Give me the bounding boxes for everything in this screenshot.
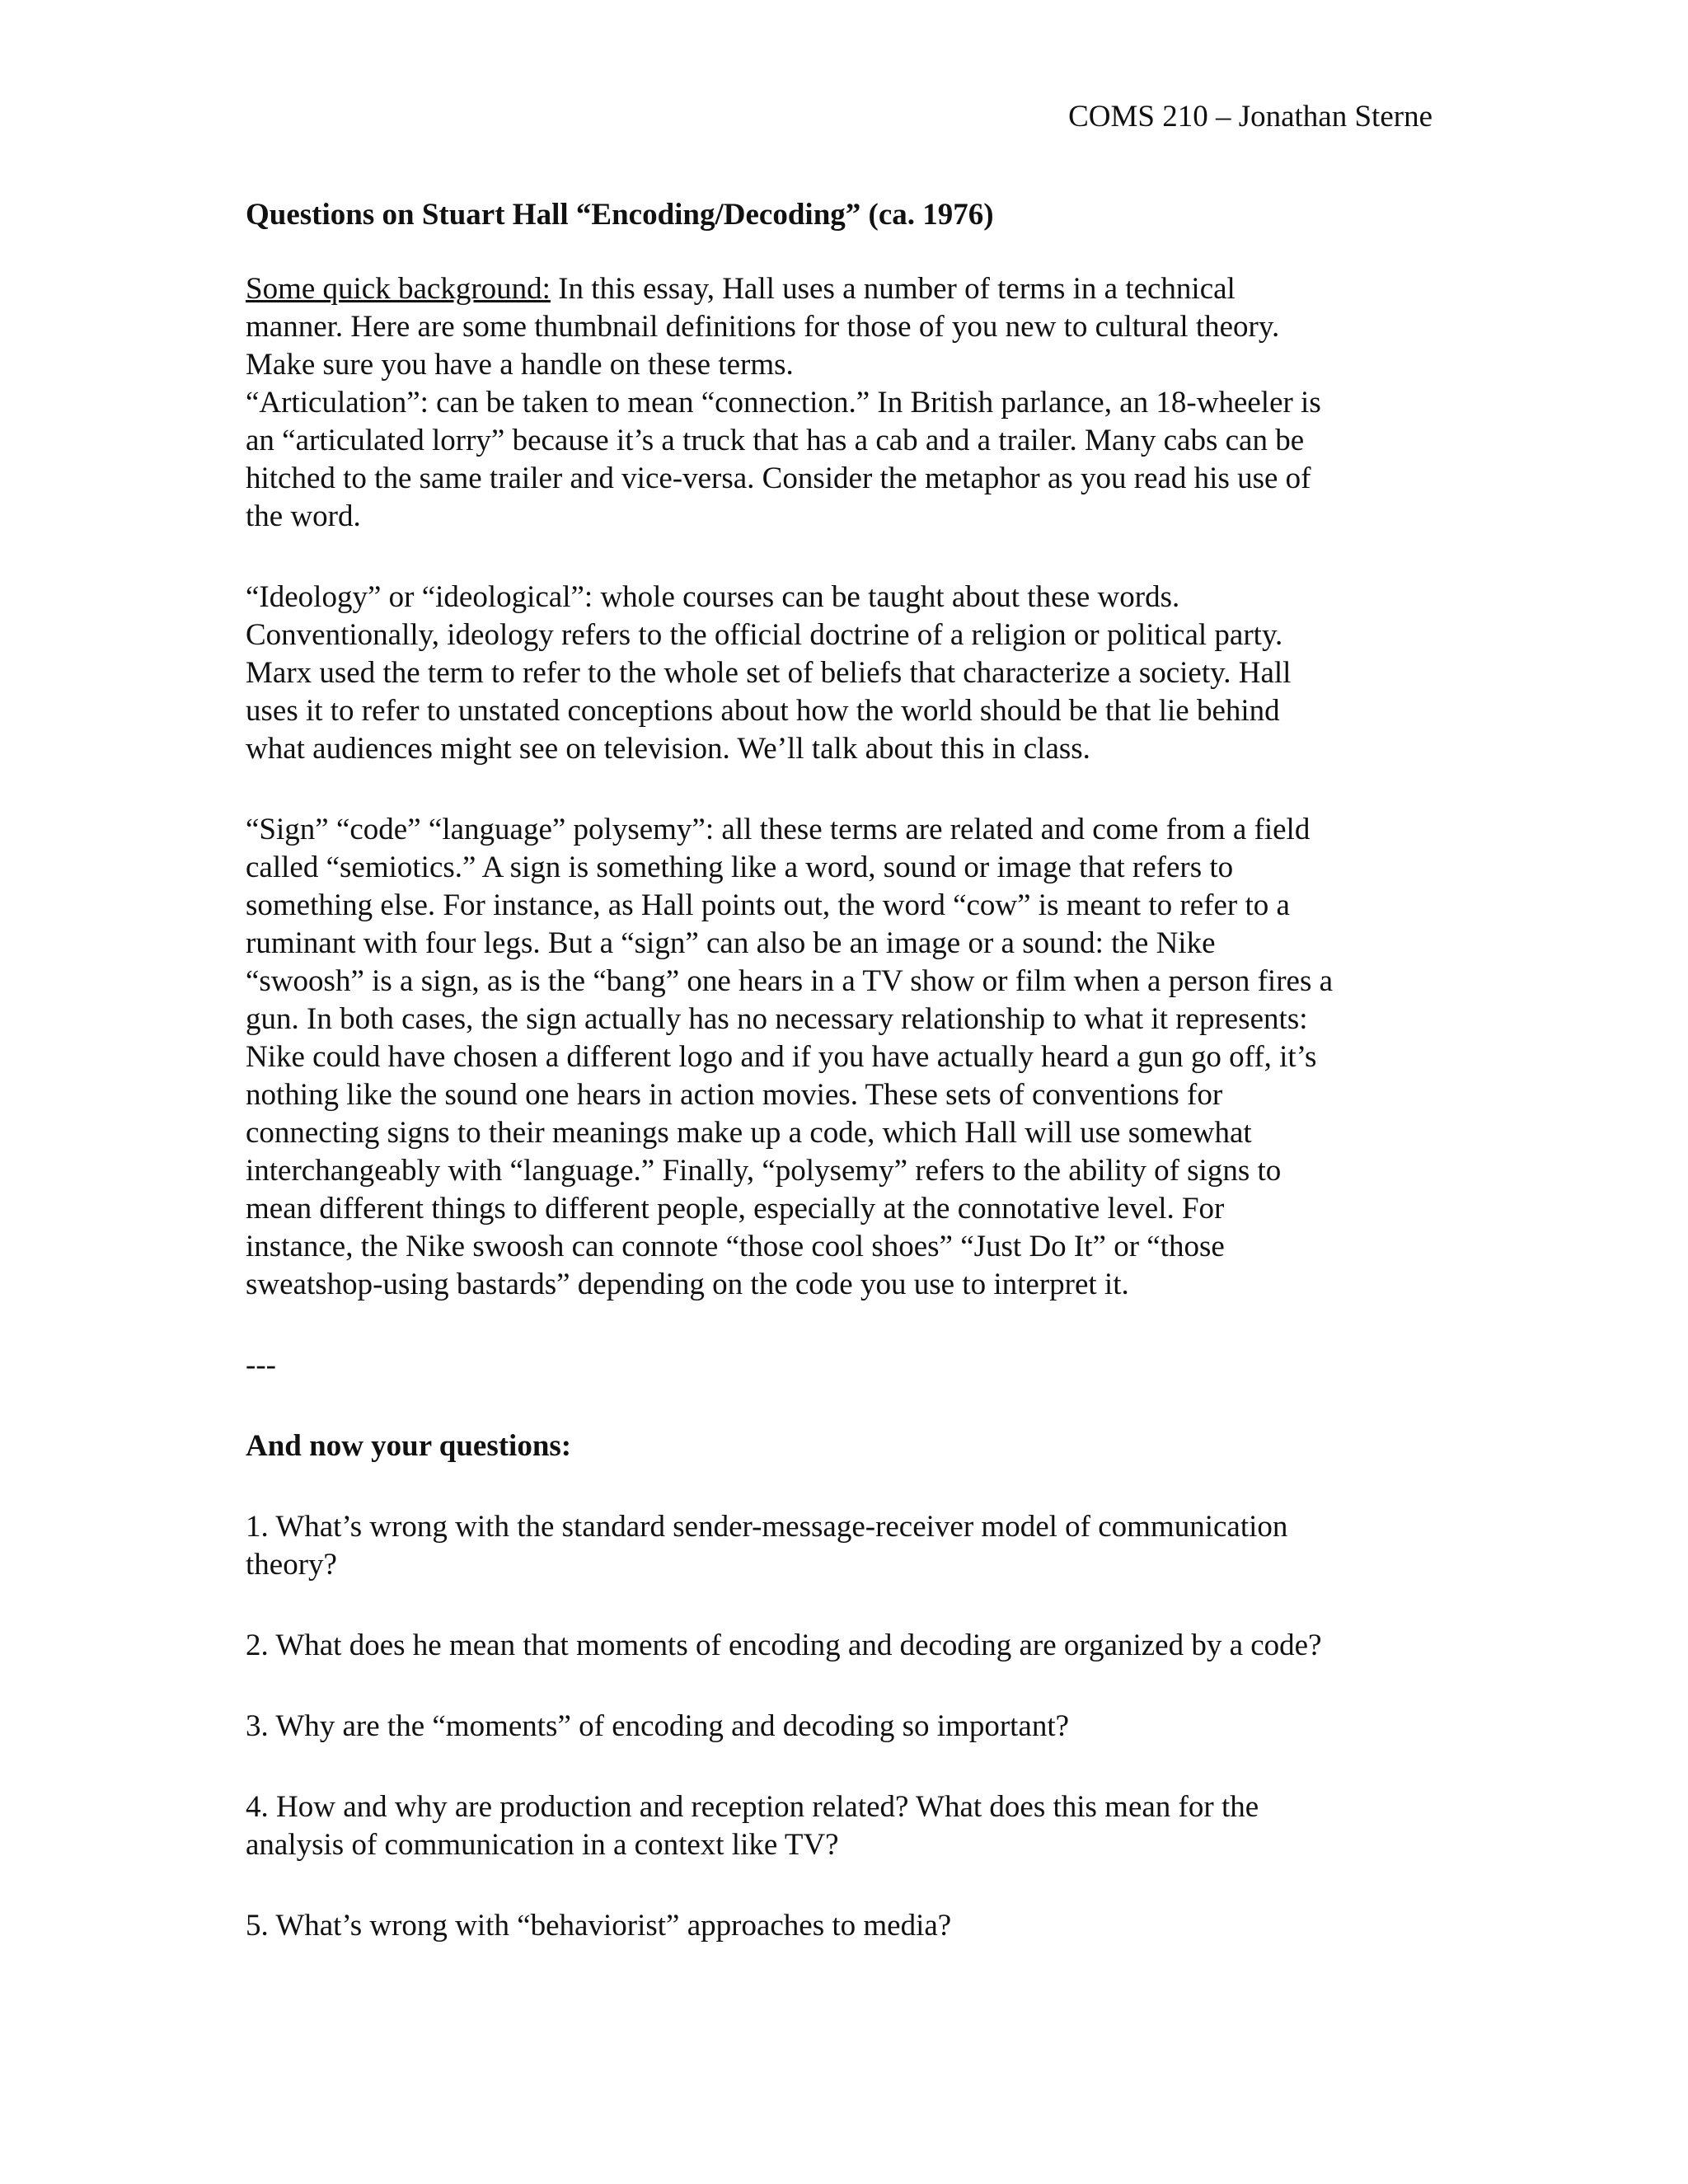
- question-line: 1. What’s wrong with the standard sender-message-receiver model of communication: [246, 1510, 1288, 1544]
- sign-line: connecting signs to their meanings make up a code, which Hall will use somewhat: [246, 1116, 1252, 1150]
- sign-line: ruminant with four legs. But a “sign” can also be an image or a sound: the Nike: [246, 926, 1216, 960]
- sign-line: mean different things to different people, especially at the connotative level. For: [246, 1192, 1225, 1226]
- articulation-line: an “articulated lorry” because it’s a truck that has a cab and a trailer. Many cabs can be: [246, 424, 1305, 457]
- background-line: manner. Here are some thumbnail definitions for those of you new to cultural theory.: [246, 310, 1280, 344]
- background-line: [246, 270, 1449, 308]
- question-line: theory?: [246, 1548, 337, 1582]
- articulation-line: the word.: [246, 499, 361, 533]
- sign-line: interchangeably with “language.” Finally, “polysemy” refers to the ability of signs to: [246, 1154, 1282, 1188]
- question-item: [246, 1788, 1449, 1864]
- question-line: 5. What’s wrong with “behaviorist” approaches to media?: [246, 1909, 952, 1943]
- sign-line: “swoosh” is a sign, as is the “bang” one hears in a TV show or film when a person fires a: [246, 964, 1334, 998]
- document-title: Questions on Stuart Hall “Encoding/Decoding” (ca. 1976): [246, 198, 994, 232]
- articulation-line: hitched to the same trailer and vice-versa. Consider the metaphor as you read his use of: [246, 462, 1311, 495]
- question-item: [246, 1907, 1449, 1945]
- sign-line: instance, the Nike swoosh can connote “those cool shoes” “Just Do It” or “those: [246, 1230, 1225, 1263]
- sign-line: nothing like the sound one hears in action movies. These sets of conventions for: [246, 1078, 1223, 1112]
- question-line: 3. Why are the “moments” of encoding and decoding so important?: [246, 1709, 1070, 1743]
- sign-line: gun. In both cases, the sign actually has no necessary relationship to what it represents:: [246, 1002, 1308, 1036]
- ideology-line: uses it to refer to unstated conceptions about how the world should be that lie behind: [246, 694, 1280, 728]
- question-item: [246, 1627, 1449, 1665]
- ideology-line: Conventionally, ideology refers to the official doctrine of a religion or political party.: [246, 618, 1283, 652]
- question-item: [246, 1708, 1449, 1746]
- sign-line: sweatshop-using bastards” depending on the code you use to interpret it.: [246, 1268, 1129, 1301]
- question-item: [246, 1508, 1449, 1584]
- questions-heading: And now your questions:: [246, 1429, 572, 1463]
- question-line: 4. How and why are production and reception related? What does this mean for the: [246, 1790, 1259, 1824]
- ideology-line: “Ideology” or “ideological”: whole courses can be taught about these words.: [246, 580, 1180, 614]
- articulation-paragraph: [246, 384, 1449, 536]
- course-header: COMS 210 – Jonathan Sterne: [1068, 100, 1432, 134]
- ideology-line: Marx used the term to refer to the whole set of beliefs that characterize a society. Hall: [246, 656, 1292, 690]
- section-divider: ---: [246, 1348, 276, 1382]
- background-label: Some quick background:: [246, 272, 551, 306]
- ideology-paragraph: [246, 579, 1449, 768]
- sign-line: something else. For instance, as Hall points out, the word “cow” is meant to refer to a: [246, 888, 1290, 922]
- question-line: 2. What does he mean that moments of encoding and decoding are organized by a code?: [246, 1629, 1322, 1662]
- sign-line: called “semiotics.” A sign is something like a word, sound or image that refers to: [246, 851, 1234, 884]
- background-paragraph: [246, 270, 1449, 384]
- document-body: [246, 196, 1449, 1988]
- sign-line: “Sign” “code” “language” polysemy”: all these terms are related and come from a field: [246, 813, 1311, 846]
- sign-line: Nike could have chosen a different logo and if you have actually heard a gun go off, it’s: [246, 1040, 1317, 1074]
- ideology-line: what audiences might see on television. We’ll talk about this in class.: [246, 732, 1090, 766]
- background-line: Make sure you have a handle on these terms.: [246, 348, 794, 382]
- articulation-line: “Articulation”: can be taken to mean “connection.” In British parlance, an 18-wheeler is: [246, 386, 1321, 419]
- sign-paragraph: [246, 811, 1449, 1304]
- question-line: analysis of communication in a context like TV?: [246, 1828, 839, 1862]
- background-line-text: In this essay, Hall uses a number of terms in a technical: [550, 272, 1236, 306]
